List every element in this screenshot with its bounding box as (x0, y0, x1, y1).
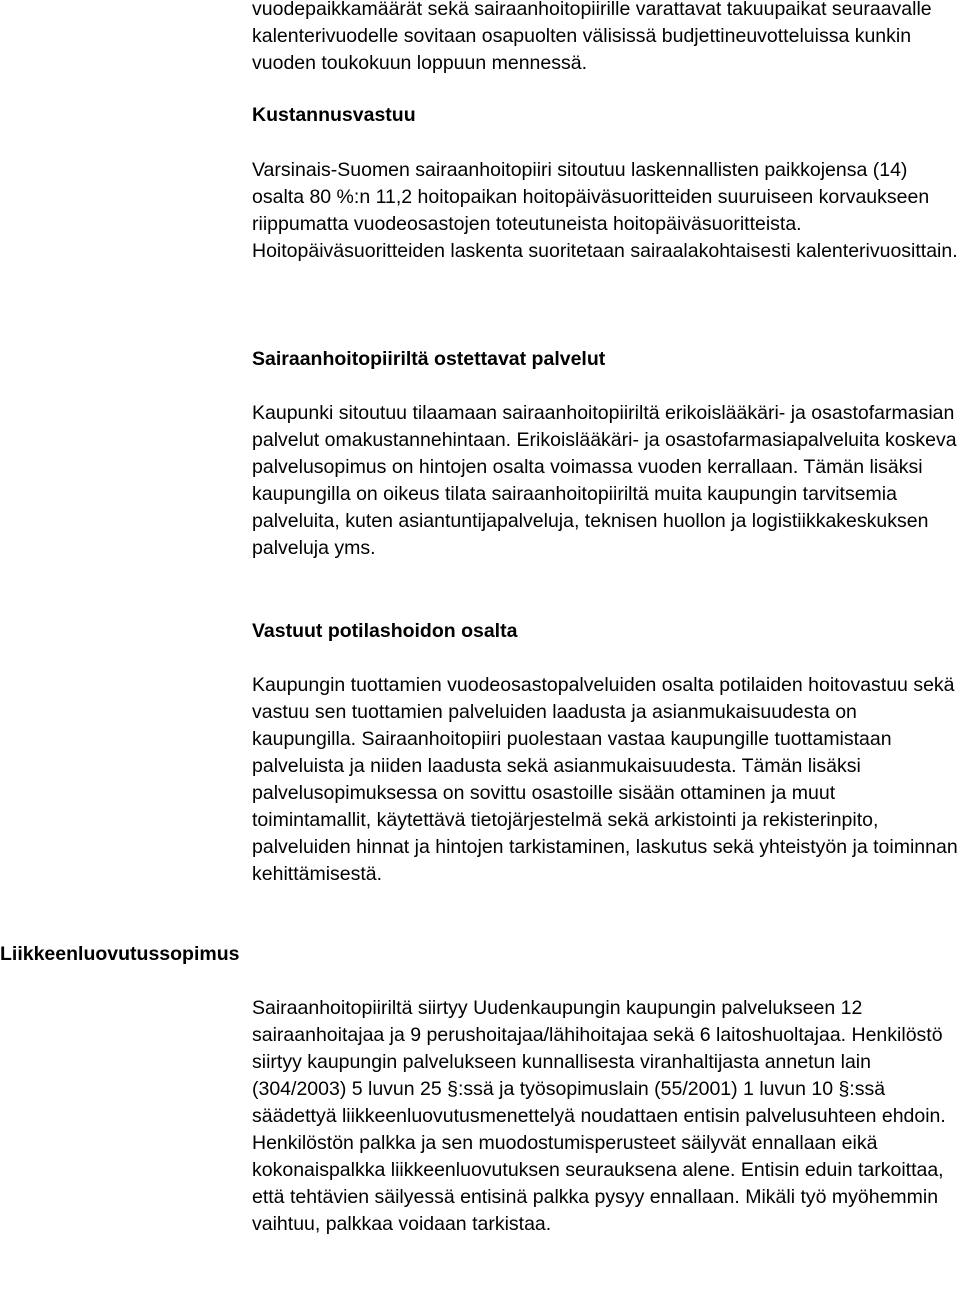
vastuut-text: Kaupungin tuottamien vuodeosastopalveluiden osalta potilaiden hoitovastuu sekä vastuu sen tuottamien palveluiden laadusta ja asianmukaisuudesta on kaupungilla. Sairaanhoitopiiri puolestaan vastaa kaupungille tuottamistaan palveluista ja niiden laadusta sekä asianmukaisuudesta. Tämän lisäksi palvelusopimuksessa on sovittu osastoille sisään ottaminen ja muut toimintamallit, käytettävä tietojärjestelmä sekä arkistointi ja rekisterinpito, palveluiden hinnat ja hintojen tarkistaminen, laskutus sekä yhteistyön ja toiminnan kehittämisestä. (252, 674, 958, 885)
kustannusvastuu-text: Varsinais-Suomen sairaanhoitopiiri sitoutuu laskennallisten paikkojensa (14) osalta 80 %:n 11,2 hoitopaikan hoitopäiväsuoritteiden suuruiseen korvaukseen riippumatta vuodeosastojen toteutuneista hoitopäiväsuoritteista. Hoitopäiväsuoritteiden laskenta suoritetaan sairaalakohtaisesti kalenterivuosittain. (252, 159, 958, 262)
intro-text: vuodepaikkamäärät sekä sairaanhoitopiirille varattavat takuupaikat seuraavalle kalenterivuodelle sovitaan osapuolten välisissä budjettineuvotteluissa kunkin vuoden toukokuun loppuun mennessä. (252, 0, 932, 74)
heading-liikkeenluovutussopimus: Liikkeenluovutussopimus (0, 943, 240, 965)
palvelut-paragraph (252, 400, 958, 562)
kustannusvastuu-paragraph (252, 157, 958, 265)
palvelut-text: Kaupunki sitoutuu tilaamaan sairaanhoitopiiriltä erikoislääkäri- ja osastofarmasian palvelut omakustannehintaan. Erikoislääkäri- ja osastofarmasiapalveluita koskeva palvelusopimus on hintojen osalta voimassa vuoden kerrallaan. Tämän lisäksi kaupungilla on oikeus tilata sairaanhoitopiiriltä muita kaupungin tarvitsemia palveluita, kuten asiantuntijapalveluja, teknisen huollon ja logistiikkakeskuksen palveluja yms. (252, 402, 957, 559)
liikkeenluovutus-text: Sairaanhoitopiiriltä siirtyy Uudenkaupungin kaupungin palvelukseen 12 sairaanhoitajaa ja 9 perushoitajaa/lähihoitajaa sekä 6 laitoshuoltajaa. Henkilöstö siirtyy kaupungin palvelukseen kunnallisesta viranhaltijasta annetun lain (304/2003) 5 luvun 25 §:ssä ja työsopimuslain (55/2001) 1 luvun 10 §:ssä säädettyä liikkeenluovutusmenettelyä noudattaen entisin palvelusuhteen ehdoin. Henkilöstön palkka ja sen muodostumisperusteet säilyvät ennallaan eikä kokonaispalkka liikkeenluovutuksen seurauksena alene. Entisin eduin tarkoittaa, että tehtävien säilyessä entisinä palkka pysyy ennallaan. Mikäli työ myöhemmin vaihtuu, palkkaa voidaan tarkistaa. (252, 997, 946, 1235)
intro-paragraph (252, 0, 958, 77)
heading-palvelut: Sairaanhoitopiiriltä ostettavat palvelut (252, 348, 606, 370)
liikkeenluovutus-paragraph (252, 995, 958, 1238)
heading-vastuut: Vastuut potilashoidon osalta (252, 620, 518, 642)
vastuut-paragraph (252, 672, 958, 888)
heading-kustannusvastuu: Kustannusvastuu (252, 104, 416, 126)
